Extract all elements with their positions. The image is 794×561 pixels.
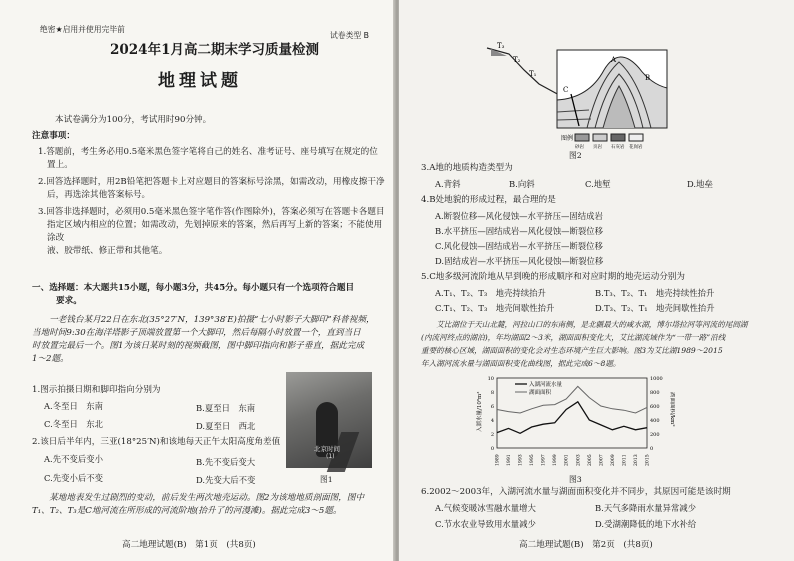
figure-1-photo: [286, 372, 372, 468]
notice-heading: 注意事项：: [32, 131, 75, 141]
q4-option-b: B.水平挤压—固结成岩—风化侵蚀—断裂位移: [435, 226, 603, 236]
x-tick-label: 1989: [495, 454, 501, 466]
x-tick-label: 1993: [518, 454, 524, 466]
legend-label: 砂岩: [575, 145, 584, 150]
passage-line: 一老钱台某月22日在东北(35°27′N，139°38′E)拍摄“七小时影子大脚印”科普视频，: [49, 315, 375, 325]
x-tick-label: 2003: [576, 454, 582, 466]
x-tick-label: 1999: [553, 454, 559, 466]
passage-2: [32, 492, 387, 518]
figure-2-diagram: [479, 40, 679, 150]
y-axis-label: 入湖水量/10⁸m³: [477, 391, 483, 432]
q3-option-b: B.向斜: [509, 179, 535, 189]
exam-subtitle: 地理试题: [158, 71, 242, 91]
q1-option-d: D.夏至日 西北: [196, 421, 256, 431]
series-line-area: [497, 386, 647, 413]
legend-swatch: [629, 134, 643, 141]
y2-tick-label: 0: [650, 446, 654, 452]
x-tick-label: 2005: [587, 454, 593, 466]
x-tick-label: 2011: [622, 454, 628, 466]
notice-line: 液、胶带纸、修正带和其他笔。: [47, 246, 168, 256]
q5-option-a: A.T₁、T₂、T₃ 地壳持续抬升: [435, 288, 546, 298]
passage-line: 某地地表发生过剧烈的变动，前后发生两次地壳运动。图2为该地地质剖面图，图中: [49, 493, 365, 503]
legend-area: 湖面面积: [529, 390, 552, 396]
figure-1-label: 图1: [320, 475, 333, 484]
exam-page-2: [399, 0, 794, 561]
q6-option-a: A.气候变暖冰雪融水量增大: [435, 503, 536, 513]
x-tick-label: 1997: [541, 454, 547, 466]
notice-line: 后，再选涂其他答案标号。: [47, 190, 151, 200]
y-tick-label: 10: [487, 376, 494, 382]
q2-option-c: C.先变小后不变: [44, 473, 104, 483]
q5-option-d: D.T₃、T₂、T₁ 地壳间歇性抬升: [595, 303, 715, 313]
section-line: 要求。: [56, 296, 82, 306]
x-tick-label: 1991: [507, 454, 513, 466]
q3-option-d: D.地垒: [687, 179, 713, 189]
passage-line: 重要的核心区域，湖面面积的变化会对生态环境产生巨大影响。图3为艾比湖1989～2015: [421, 346, 723, 355]
y2-tick-label: 600: [650, 404, 660, 410]
passage-line: 当地时间9:30在海洋塔影子顶端放置第一个大脚印，然后每隔小时放置一个，直到当日: [32, 328, 361, 338]
label-a: A: [611, 56, 617, 64]
q1-option-a: A.冬至日 东南: [44, 401, 103, 411]
label-t2: T₂: [513, 56, 521, 64]
q1-option-c: C.冬至日 东北: [44, 419, 104, 429]
x-tick-label: 2007: [599, 454, 605, 466]
intro: 本试卷满分为100分，考试用时90分钟。: [55, 115, 212, 125]
legend-water: 入湖河流水量: [529, 382, 563, 388]
series-line-water: [497, 402, 647, 434]
section-line: 一、选择题：本大题共15小题，每小题3分，共45分。每小题只有一个选项符合题目: [32, 283, 355, 293]
q4-option-d: D.固结成岩—水平挤压—风化侵蚀—断裂位移: [435, 256, 604, 266]
passage-line: T₁、T₂、T₃是C地河流在所形成的河流阶地(抬升了的河漫滩)。据此完成3～5题。: [32, 506, 342, 516]
notice-line: 指定区域内相应的位置；如需改动，先划掉原来的答案，然后再写上新的答案；不能使用涂改: [47, 220, 383, 243]
y2-tick-label: 200: [650, 432, 660, 438]
legend-label: 花岗岩: [629, 145, 643, 150]
legend-swatch: [575, 134, 589, 141]
exam-title: 2024年1月高二期末学习质量检测: [110, 42, 319, 58]
notice-line: 2.回答选择题时，用2B铅笔把答题卡上对应题目的答案标号涂黑，如需改动，用橡皮擦干净: [38, 177, 385, 187]
legend-label: 石灰岩: [611, 145, 625, 150]
legend-swatch: [611, 134, 625, 141]
q2-option-a: A.先不变后变小: [44, 454, 103, 464]
x-tick-label: 2009: [610, 454, 616, 466]
x-tick-label: 2013: [633, 454, 639, 466]
passage-line: 时放置完最后一个。图1为该日某时刻的视频截图，图中脚印指向和影子垂直，据此完成: [32, 341, 365, 351]
secret-label: 绝密★启用并使用完毕前: [40, 25, 125, 34]
x-tick-label: 1995: [530, 454, 536, 466]
figure-2-label: 图2: [569, 151, 582, 160]
photo-caption-2: (1): [326, 453, 335, 460]
q6-option-d: D.受湖潮降低的地下水补给: [595, 519, 697, 529]
question-4: 4.B处地貌的形成过程，最合理的是: [421, 195, 556, 205]
label-t3: T₃: [497, 42, 505, 50]
notice-line: 1.答题前，考生务必用0.5毫米黑色签字笔将自己的姓名、准考证号、座号填写在规定的位: [38, 147, 378, 157]
notice-line: 置上。: [47, 160, 73, 170]
y-tick-label: 4: [490, 418, 494, 424]
section-heading: [32, 282, 387, 308]
passage-1: [32, 314, 387, 366]
y-tick-label: 0: [490, 446, 494, 452]
photo-caption: 北京时间: [314, 445, 340, 453]
page-footer: 高二地理试题(B) 第1页 (共8页): [122, 540, 256, 550]
passage-3: [421, 318, 781, 370]
figure-3-chart: [475, 372, 675, 472]
question-3: 3.A地的地质构造类型为: [421, 163, 513, 173]
q6-option-c: C.节水农业导致用水量减少: [435, 519, 536, 529]
x-tick-label: 2015: [645, 454, 651, 466]
q5-option-b: B.T₃、T₂、T₁ 地壳持续性抬升: [595, 288, 715, 298]
legend-swatch: [593, 134, 607, 141]
q2-option-d: D.先变大后不变: [196, 475, 256, 485]
passage-line: (内流河终点的湖泊)，年均湖面2～3米，湖面面积变化大，艾比湖流域作为“一带一路”沿线: [421, 333, 726, 342]
label-c: C: [563, 86, 569, 94]
q3-option-a: A.背斜: [435, 179, 461, 189]
q5-option-c: C.T₁、T₂、T₃ 地壳间歇性抬升: [435, 303, 555, 313]
y-tick-label: 8: [490, 390, 494, 396]
legend-label: 页岩: [593, 145, 602, 150]
y2-tick-label: 400: [650, 418, 660, 424]
figure-3-label: 图3: [569, 475, 582, 484]
legend-title: 图例: [561, 135, 574, 142]
notice-list: [38, 146, 388, 258]
exam-page-1: [0, 0, 395, 561]
question-6: 6.2002～2003年，入湖河流水量与湖面面积变化并不同步，其原因可能是该时期: [421, 487, 731, 497]
q3-option-c: C.地堑: [585, 179, 611, 189]
y-tick-label: 2: [490, 432, 494, 438]
q4-option-a: A.断裂位移—风化侵蚀—水平挤压—固结成岩: [435, 211, 603, 221]
q2-option-b: B.先不变后变大: [196, 457, 256, 467]
page-footer: 高二地理试题(B) 第2页 (共8页): [519, 540, 653, 550]
q4-option-c: C.风化侵蚀—固结成岩—水平挤压—断裂位移: [435, 241, 603, 251]
passage-line: 年入湖河流水量与湖面面积变化曲线图，据此完成6～8题。: [421, 359, 621, 368]
label-t1: T₁: [529, 70, 537, 78]
paper-type: 试卷类型 B: [330, 31, 370, 40]
question-5: 5.C地多级河流阶地从早到晚的形成顺序和对应时期的地壳运动分别为: [421, 272, 685, 282]
y2-tick-label: 1000: [650, 376, 663, 382]
y2-axis-label: 湖面面积/km²: [669, 392, 675, 427]
passage-line: 1～2题。: [32, 354, 69, 364]
x-tick-label: 2001: [564, 454, 570, 466]
passage-line: 艾比湖位于天山北麓，河拉山口的东南侧，是北疆最大的咸水湖，博尔塔拉河等河流的尾闾湖: [436, 320, 748, 329]
q6-option-b: B.天气多降雨水量异常减少: [595, 503, 696, 513]
question-1: 1.图示拍摄日期和脚印指向分别为: [32, 385, 161, 395]
q1-option-b: B.夏至日 东南: [196, 403, 256, 413]
y2-tick-label: 800: [650, 390, 660, 396]
y-tick-label: 6: [490, 404, 494, 410]
label-b: B: [645, 74, 651, 82]
notice-line: 3.回答非选择题时，必须用0.5毫米黑色签字笔作答(作图除外)，答案必须写在答题卡各题目: [38, 207, 385, 217]
question-2: 2.该日后半年内，三亚(18°25′N)和该地每天正午太阳高度角差值: [32, 437, 281, 447]
